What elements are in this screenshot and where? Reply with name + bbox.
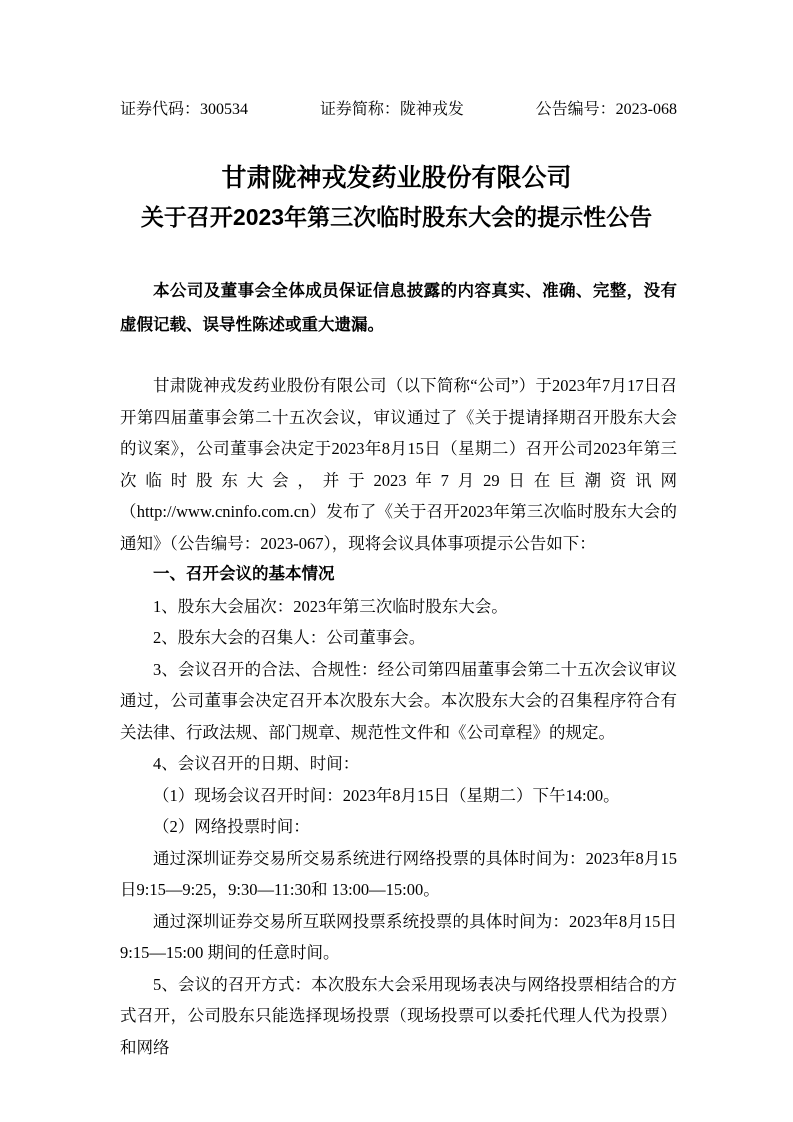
document-body bbox=[120, 370, 677, 1063]
announcement-number: 公告编号：2023-068 bbox=[535, 101, 677, 118]
item-meeting-session: 1、股东大会届次：2023年第三次临时股东大会。 bbox=[153, 596, 508, 616]
item-legality: 3、会议召开的合法、合规性：经公司第四届董事会第二十五次会议审议通过，公司董事会决定召开本次股东大会。本次股东大会的召集程序符合有关法律、行政法规、部门规章、规范性文件和《公司章程》的规定。 bbox=[120, 659, 677, 742]
item-internet-voting-time: 通过深圳证券交易所互联网投票系统投票的具体时间为：2023年8月15日9:15—15:00 期间的任意时间。 bbox=[120, 911, 677, 962]
item-convener: 2、股东大会的召集人：公司董事会。 bbox=[153, 628, 426, 647]
intro-paragraph: 甘肃陇神戎发药业股份有限公司（以下简称“公司”）于2023年7月17日召开第四届董事会第二十五次会议，审议通过了《关于提请择期召开股东大会的议案》，公司董事会决定于2023年8月15日（星期二）召开公司2023年第三次临时股东大会，并于2023年7月29日在巨潮资讯网（http://www.cninfo.com.cn）发布了《关于召开2023年第三次临时股东大会的通知》（公告编号：2023-067），现将会议具体事项提示公告如下： bbox=[120, 376, 677, 553]
item-meeting-method: 5、会议的召开方式：本次股东大会采用现场表决与网络投票相结合的方式召开，公司股东只能选择现场投票（现场投票可以委托代理人代为投票）和网络 bbox=[120, 974, 677, 1057]
company-name-title: 甘肃陇神戎发药业股份有限公司 bbox=[221, 164, 572, 192]
item-onsite-meeting-time: （1）现场会议召开时间：2023年8月15日（星期二）下午14:00。 bbox=[153, 785, 620, 805]
announcement-subject-title: 关于召开2023年第三次临时股东大会的提示性公告 bbox=[140, 204, 653, 230]
section-heading-basic-info: 一、召开会议的基本情况 bbox=[153, 565, 335, 583]
document-header bbox=[120, 100, 677, 120]
item-date-time: 4、会议召开的日期、时间： bbox=[153, 754, 360, 773]
stock-abbreviation: 证券简称：陇神戎发 bbox=[319, 101, 464, 118]
item-online-voting-time: （2）网络投票时间： bbox=[153, 817, 310, 836]
item-trading-system-voting-time: 通过深圳证券交易所交易系统进行网络投票的具体时间为：2023年8月15日9:15—9:25，9:30—11:30和 13:00—15:00。 bbox=[120, 848, 677, 899]
stock-code: 证券代码：300534 bbox=[120, 101, 249, 118]
disclaimer-statement: 本公司及董事会全体成员保证信息披露的内容真实、准确、完整，没有虚假记载、误导性陈述或重大遗漏。 bbox=[120, 282, 677, 334]
